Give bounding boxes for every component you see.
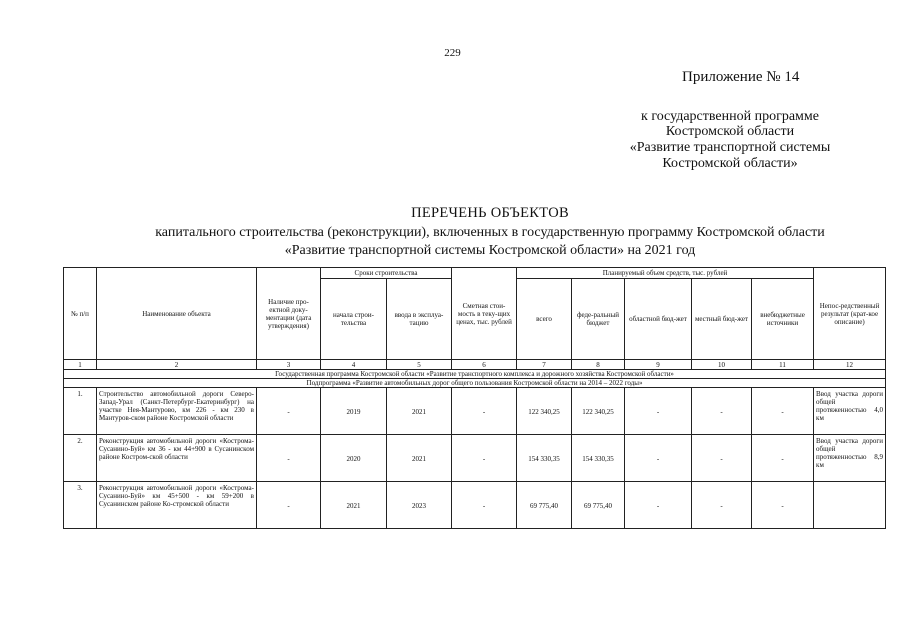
cell-local: -: [692, 482, 752, 529]
cell-docs: -: [257, 482, 321, 529]
cell-regional: -: [625, 388, 692, 435]
document-title: ПЕРЕЧЕНЬ ОБЪЕКТОВ: [411, 205, 569, 221]
cell-no: 2.: [64, 435, 97, 482]
table-row: [64, 482, 886, 529]
col-header-total: всего: [517, 279, 572, 360]
col-header-docs: Наличие про-ектной доку-ментации (дата утверждения): [257, 268, 321, 360]
cell-result: Ввод участка дороги общей протяженностью 8,9 км: [814, 435, 886, 482]
column-number: 4: [321, 360, 387, 370]
document-subtitle-line: капитального строительства (реконструкции), включенных в государственную программу Костромской области: [155, 225, 825, 240]
cell-local: -: [692, 435, 752, 482]
program-row: Государственная программа Костромской области «Развитие транспортного комплекса и дорожного хозяйства Костромской области»: [64, 370, 886, 379]
cell-extra: -: [752, 388, 814, 435]
subprogram-row: Подпрограмма «Развитие автомобильных дорог общего пользования Костромской области на 2014 – 2022 годы»: [64, 379, 886, 388]
col-header-extra: внебюджетные источники: [752, 279, 814, 360]
cell-federal: 122 340,25: [572, 388, 625, 435]
col-header-local: местный бюд-жет: [692, 279, 752, 360]
col-header-result: Непос-редственный результат (крат-кое описание): [814, 268, 886, 360]
cell-regional: -: [625, 435, 692, 482]
col-header-no: № п/п: [64, 268, 97, 360]
column-number: 1: [64, 360, 97, 370]
objects-table: [63, 267, 886, 529]
table-row: [64, 388, 886, 435]
table-row: [64, 435, 886, 482]
page-number: 229: [444, 47, 461, 59]
cell-result: [814, 482, 886, 529]
cell-docs: -: [257, 435, 321, 482]
column-number: 8: [572, 360, 625, 370]
cell-total: 154 330,35: [517, 435, 572, 482]
cell-no: 3.: [64, 482, 97, 529]
cell-cost: -: [452, 435, 517, 482]
cell-no: 1.: [64, 388, 97, 435]
cell-federal: 69 775,40: [572, 482, 625, 529]
cell-cost: -: [452, 388, 517, 435]
cell-total: 69 775,40: [517, 482, 572, 529]
column-number: 11: [752, 360, 814, 370]
cell-name: Строительство автомобильной дороги Северо-Запад-Урал (Санкт-Петербург-Екатеринбург) на участке Нея-Мантурово, км 226 - км 230 в Мантуров-ском районе Костромской области: [97, 388, 257, 435]
appendix-ref-line: Костромской области»: [662, 156, 798, 171]
cell-start: 2020: [321, 435, 387, 482]
col-header-regional: областной бюд-жет: [625, 279, 692, 360]
column-number: 10: [692, 360, 752, 370]
column-number: 6: [452, 360, 517, 370]
cell-regional: -: [625, 482, 692, 529]
cell-start: 2019: [321, 388, 387, 435]
appendix-ref-line: к государственной программе: [641, 109, 819, 124]
column-number: 3: [257, 360, 321, 370]
col-header-name: Наименование объекта: [97, 268, 257, 360]
col-header-federal: феде-ральный бюджет: [572, 279, 625, 360]
cell-local: -: [692, 388, 752, 435]
col-header-cost: Сметная стои-мость в теку-щих ценах, тыс. рублей: [452, 268, 517, 360]
col-header-commission: ввода в эксплуа-тацию: [387, 279, 452, 360]
appendix-ref-line: Костромской области: [665, 124, 795, 139]
cell-extra: -: [752, 435, 814, 482]
cell-name: Реконструкция автомобильной дороги «Кострома-Сусанино-Буй» км 45+500 - км 59+200 в Сусанинском районе Ко-стромской области: [97, 482, 257, 529]
column-number: 2: [97, 360, 257, 370]
appendix-title: Приложение № 14: [682, 69, 800, 85]
cell-start: 2021: [321, 482, 387, 529]
document-subtitle-line: «Развитие транспортной системы Костромской области» на 2021 год: [284, 243, 696, 258]
cell-commission: 2021: [387, 388, 452, 435]
cell-result: Ввод участка дороги общей протяженностью 4,0 км: [814, 388, 886, 435]
cell-federal: 154 330,35: [572, 435, 625, 482]
cell-commission: 2021: [387, 435, 452, 482]
cell-commission: 2023: [387, 482, 452, 529]
group-header-terms: Сроки строительства: [321, 268, 452, 279]
column-number: 7: [517, 360, 572, 370]
column-number: 5: [387, 360, 452, 370]
group-header-funds: Планируемый объем средств, тыс. рублей: [517, 268, 814, 279]
cell-name: Реконструкция автомобильной дороги «Кострома-Сусанино-Буй» км 36 - км 44+900 в Сусанинском районе Костром-ской области: [97, 435, 257, 482]
col-header-start: начала строи-тельства: [321, 279, 387, 360]
cell-cost: -: [452, 482, 517, 529]
cell-extra: -: [752, 482, 814, 529]
column-number: 9: [625, 360, 692, 370]
cell-docs: -: [257, 388, 321, 435]
column-number: 12: [814, 360, 886, 370]
appendix-ref-line: «Развитие транспортной системы: [629, 140, 831, 155]
cell-total: 122 340,25: [517, 388, 572, 435]
